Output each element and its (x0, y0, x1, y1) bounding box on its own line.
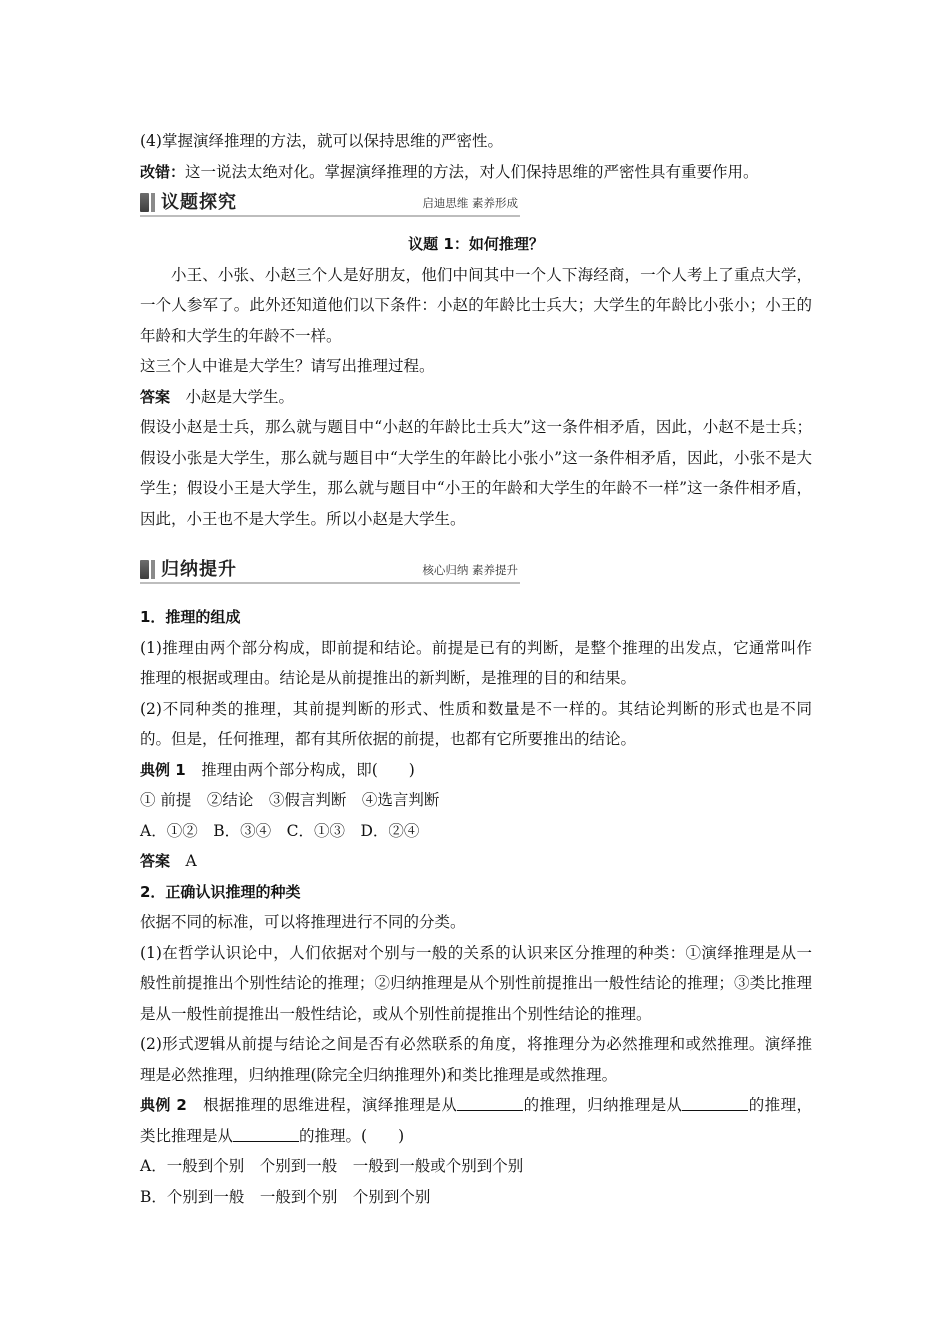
example-2-part-1: 根据推理的思维进程，演绎推理是从 (203, 1096, 458, 1114)
section-header-topic-inquiry (140, 189, 520, 219)
example-2-label: 典例 2 (140, 1096, 187, 1114)
example-2-part-4: 的推理。( ) (299, 1126, 405, 1145)
summary-paragraph-3: 依据不同的标准，可以将推理进行不同的分类。 (140, 913, 466, 931)
correction (140, 157, 812, 188)
topic-answer (140, 382, 812, 413)
section-divider (140, 215, 520, 217)
example-2-option-a: A．一般到个别 个别到一般 一般到一般或个别到个别 (140, 1157, 524, 1175)
summary-paragraph-5: (2)形式逻辑从前提与结论之间是否有必然联系的角度，将推理分为必然推理和或然推理。演绎推理是必然推理，归纳推理(除完全归纳推理外)和类比推理是或然推理。 (140, 1035, 812, 1084)
correction-label: 改错： (140, 162, 186, 181)
section-title: 归纳提升 (161, 559, 237, 580)
summary-heading-2: 2．正确认识推理的种类 (140, 882, 301, 901)
answer-blank (457, 1096, 523, 1111)
correction-text: 这一说法太绝对化。掌握演绎推理的方法，对人们保持思维的严密性具有重要作用。 (185, 162, 759, 181)
summary-paragraph-2: (2)不同种类的推理，其前提判断的形式、性质和数量是不一样的。其结论判断的形式也是不同的。但是，任何推理，都有其所依据的前提，也都有它所要推出的结论。 (140, 699, 812, 748)
example-1-answer-label: 答案 (140, 852, 171, 870)
section-divider (140, 582, 520, 584)
section-bar-icon (140, 193, 149, 212)
section-bar-accent-icon (151, 560, 155, 579)
example-2-part-2: 的推理，归纳推理是从 (523, 1096, 683, 1114)
example-1 (140, 755, 812, 786)
section-bar-icon (140, 560, 149, 579)
section-subtitle: 启迪思维 素养形成 (422, 196, 518, 210)
topic-question: 这三个人中谁是大学生？请写出推理过程。 (140, 357, 435, 375)
answer-blank (233, 1127, 299, 1142)
summary-paragraph-4: (1)在哲学认识论中，人们依据对个别与一般的关系的认识来区分推理的种类：①演绎推理是从一般性前提推出个别性结论的推理；②归纳推理是从个别性前提推出一般性结论的推理；③类比推理是从一般性前提推出一般性结论，或从个别性前提推出个别性结论的推理。 (140, 943, 812, 1023)
example-1-label: 典例 1 (140, 760, 186, 779)
topic-story: 小王、小张、小赵三个人是好朋友，他们中间其中一个人下海经商，一个人考上了重点大学，一个人参军了。此外还知道他们以下条件：小赵的年龄比士兵大；大学生的年龄比小张小；小王的年龄和大学生的年龄不一样。 (140, 265, 812, 345)
example-2-option-b: B．个别到一般 一般到个别 个别到个别 (140, 1187, 431, 1206)
topic-reasoning: 假设小赵是士兵，那么就与题目中“小赵的年龄比士兵大”这一条件相矛盾，因此，小赵不是士兵；假设小张是大学生，那么就与题目中“大学生的年龄比小张小”这一条件相矛盾，因此，小张不是大学生；假设小王是大学生，那么就与题目中“小王的年龄和大学生的年龄不一样”这一条件相矛盾，因此，小王也不是大学生。所以小赵是大学生。 (140, 418, 812, 528)
answer-text: 小赵是大学生。 (185, 387, 295, 406)
example-1-items: ① 前提 ②结论 ③假言判断 ④选言判断 (140, 791, 440, 809)
section-subtitle: 核心归纳 素养提升 (422, 563, 518, 577)
example-2-part-3: 的推理，类比推理是从 (140, 1096, 812, 1145)
example-2 (140, 1090, 812, 1151)
statement-4: (4)掌握演绎推理的方法，就可以保持思维的严密性。 (140, 132, 503, 150)
section-header-summary (140, 556, 520, 586)
example-1-text: 推理由两个部分构成，即( ) (201, 760, 415, 779)
document-page (140, 126, 812, 1212)
section-title: 议题探究 (161, 192, 237, 213)
topic-heading: 议题 1：如何推理？ (408, 235, 544, 253)
answer-label: 答案 (140, 387, 171, 406)
summary-paragraph-1: (1)推理由两个部分构成，即前提和结论。前提是已有的判断，是整个推理的出发点，它通常叫作推理的根据或理由。结论是从前提推出的新判断，是推理的目的和结果。 (140, 638, 812, 687)
section-bar-accent-icon (151, 193, 155, 212)
example-1-answer (140, 846, 812, 877)
example-1-answer-text: A (185, 852, 197, 870)
answer-blank (682, 1096, 748, 1111)
example-1-options: A．①② B．③④ C．①③ D．②④ (140, 821, 420, 840)
summary-heading-1: 1．推理的组成 (140, 608, 241, 626)
